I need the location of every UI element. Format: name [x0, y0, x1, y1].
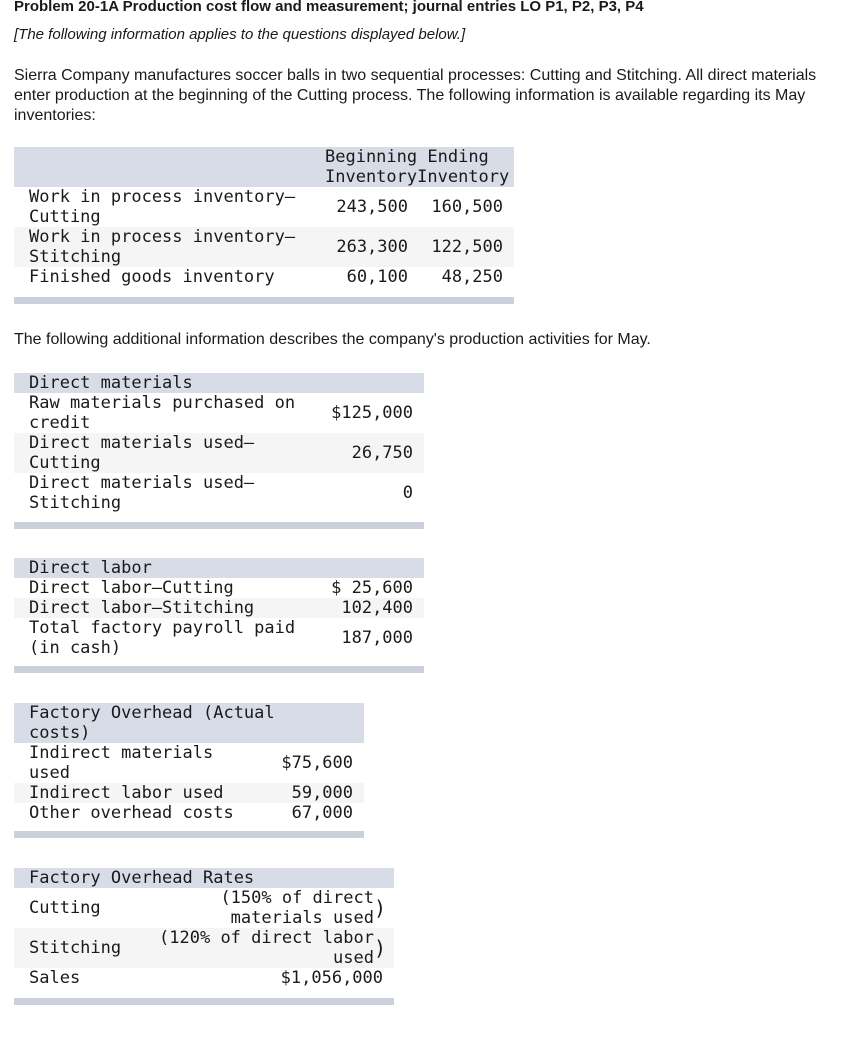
- table-row: Work in process inventory– Stitching 263,300 122,500: [14, 227, 514, 267]
- table-row: Direct labor–Cutting $ 25,600: [29, 578, 414, 598]
- table-row: Other overhead costs 67,000: [29, 803, 354, 823]
- table-row: Cutting (150% of direct materials used ): [29, 888, 387, 928]
- table-row: Stitching (120% of direct labor used ): [14, 928, 394, 968]
- intro-paragraph: Sierra Company manufactures soccer balls in two sequential processes: Cutting and Stitching. All direct materials enter production at the beginning of the Cutting process. The following information is available regarding its May inventories:: [14, 67, 817, 124]
- section-heading: Direct labor: [14, 558, 424, 578]
- table-row: Sales $1,056,000: [29, 968, 384, 988]
- additional-info-text: The following additional information describes the company's production activities for May.: [14, 331, 651, 348]
- section-heading: Factory Overhead Rates: [14, 868, 394, 888]
- inventory-table: Beginning Ending InventoryInventory Work in process inventory– Cutting 243,500 160,500 Work in process inventory– Stitching 263,300 122,500 Finished goods inventory 60,100 48,250: [14, 147, 514, 304]
- table-row: Work in process inventory– Cutting 243,500 160,500: [29, 187, 503, 227]
- direct-labor-table: [14, 558, 424, 673]
- overhead-rates-table: [14, 868, 394, 1005]
- table-row: Indirect labor used 59,000: [14, 783, 364, 803]
- table-row: Raw materials purchased on credit $125,000: [29, 393, 414, 433]
- table-row: Direct materials used– Stitching 0: [29, 473, 414, 513]
- table-row: Indirect materials used $75,600: [29, 743, 354, 783]
- table-row: Finished goods inventory 60,100 48,250: [29, 267, 503, 287]
- section-heading: Factory Overhead (Actual costs): [14, 703, 364, 743]
- col-beginning-heading: Beginning: [325, 147, 418, 167]
- factory-overhead-table: [14, 703, 364, 838]
- section-heading: Direct materials: [14, 373, 424, 393]
- col-ending-heading: Ending: [427, 147, 489, 167]
- table-row: Direct materials used– Cutting 26,750: [14, 433, 424, 473]
- problem-title: Problem 20-1A Production cost flow and measurement; journal entries LO P1, P2, P3, P4: [14, 0, 644, 15]
- table-row: Direct labor–Stitching 102,400: [14, 598, 424, 618]
- table-row: Total factory payroll paid (in cash) 187,000: [29, 618, 414, 658]
- direct-materials-table: [14, 373, 424, 529]
- instruction-note: [The following information applies to the questions displayed below.]: [14, 26, 466, 43]
